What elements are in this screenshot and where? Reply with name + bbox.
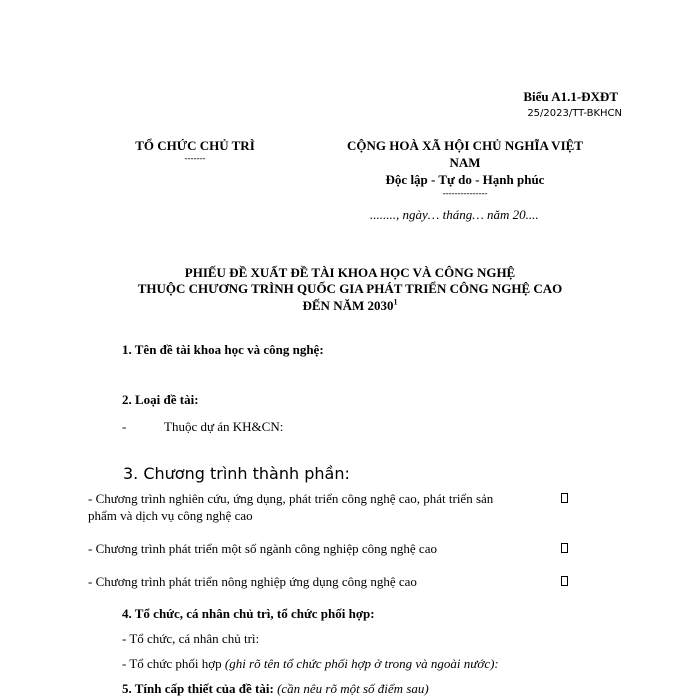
form-code: Biểu A1.1-ĐXĐT [523, 89, 618, 104]
main-title-line1: PHIẾU ĐỀ XUẤT ĐỀ TÀI KHOA HỌC VÀ CÔNG NGHỆ [184, 265, 516, 280]
program-item-1-line1: - Chương trình nghiên cứu, ứng dụng, phát triển công nghệ cao, phát triển sản [88, 491, 494, 506]
motto: Độc lập - Tự do - Hạnh phúc [385, 172, 545, 187]
program-checkbox-3[interactable] [561, 576, 568, 586]
org-dash: ------- [184, 153, 206, 163]
nation-title-line1: CỘNG HOÀ XÃ HỘI CHỦ NGHĨA VIỆT [347, 138, 583, 153]
org-title: TỔ CHỨC CHỦ TRÌ [135, 138, 255, 153]
section-1-heading: 1. Tên đề tài khoa học và công nghệ: [122, 342, 324, 357]
program-item-3: - Chương trình phát triển nông nghiệp ứng dụng công nghệ cao [88, 574, 417, 589]
footnote-mark: 1 [393, 297, 398, 307]
section-5-note: (cần nêu rõ một số điểm sau) [277, 681, 429, 696]
section-4-heading: 4. Tổ chức, cá nhân chủ trì, tổ chức phối hợp: [122, 606, 375, 621]
section-2-dash: - [122, 419, 127, 434]
section-2-heading: 2. Loại đề tài: [122, 392, 199, 407]
section-2-item: Thuộc dự án KH&CN: [164, 419, 284, 434]
program-item-1-line2: phẩm và dịch vụ công nghệ cao [88, 508, 253, 523]
main-title-line2: THUỘC CHƯƠNG TRÌNH QUỐC GIA PHÁT TRIỂN CÔNG NGHỆ CAO [137, 281, 563, 296]
program-item-2: - Chương trình phát triển một số ngành công nghiệp công nghệ cao [88, 541, 437, 556]
section-4-item-1: - Tổ chức, cá nhân chủ trì: [122, 631, 260, 646]
circular-ref: 25/2023/TT-BKHCN [527, 108, 622, 119]
section-3-heading: 3. Chương trình thành phần: [123, 464, 350, 483]
program-checkbox-1[interactable] [561, 493, 568, 503]
date-line: ........, ngày… tháng… năm 20.... [370, 207, 539, 222]
section-4-item-2: - Tổ chức phối hợp (ghi rõ tên tổ chức phối hợp ở trong và ngoài nước): [122, 656, 499, 671]
main-title-line3: ĐẾN NĂM 2030$^1$ [302, 297, 398, 313]
nation-title-line2: NAM [449, 155, 481, 170]
program-checkbox-2[interactable] [561, 543, 568, 553]
motto-dash: --------------- [442, 188, 488, 198]
section-5-heading: 5. Tính cấp thiết của đề tài: (cần nêu rõ một số điểm sau) [122, 681, 429, 696]
section-4-item-2-note: (ghi rõ tên tổ chức phối hợp ở trong và ngoài nước): [224, 656, 499, 671]
